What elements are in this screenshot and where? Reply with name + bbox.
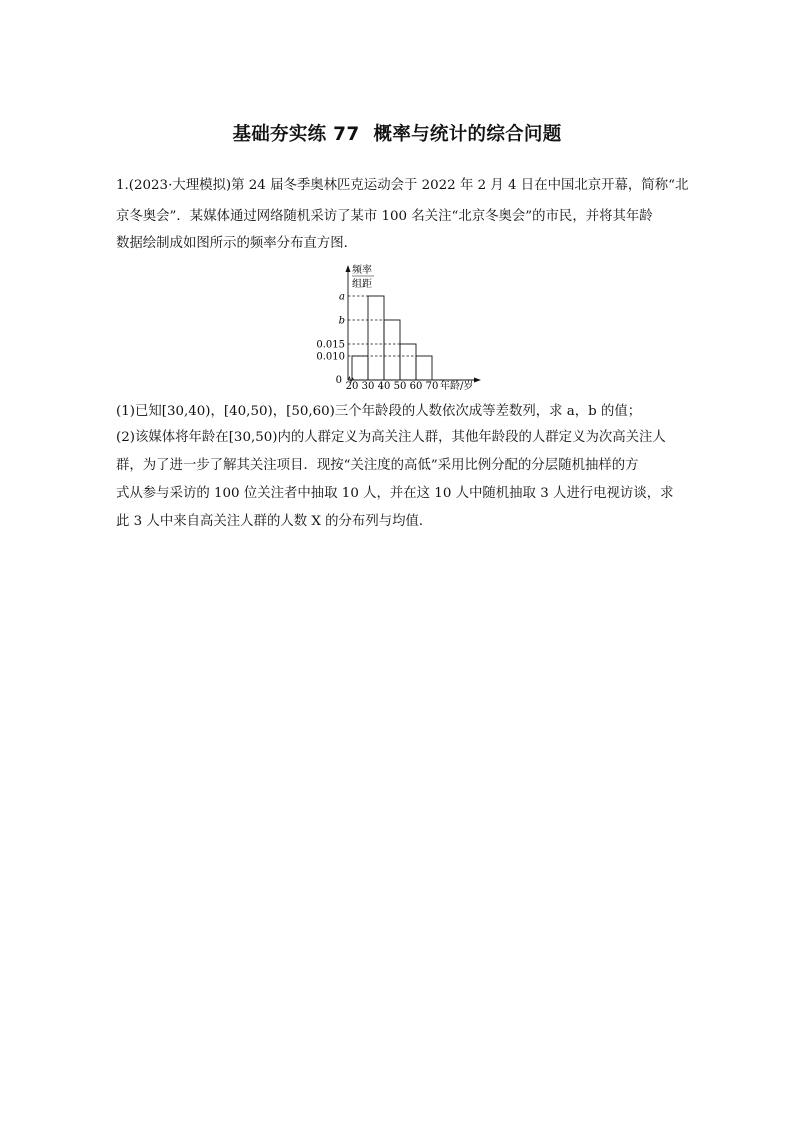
question-2-line-2: 群，为了进一步了解其关注项目．现按“关注度的高低”采用比例分配的分层随机抽样的方 xyxy=(116,458,639,473)
origin-label: 0 xyxy=(335,375,342,386)
page-title xyxy=(0,120,794,146)
histogram-marks xyxy=(316,292,473,393)
y-axis-arrow xyxy=(346,265,351,272)
y-label-bottom: 组距 xyxy=(352,279,372,290)
x-tick-label-60: 60 xyxy=(409,381,423,392)
x-axis-label: 年龄/岁 xyxy=(440,381,474,392)
y-tick-label-2: 0.015 xyxy=(316,339,345,351)
question-2-line-3: 式从参与采访的 100 位关注者中抽取 10 人，并在这 10 人中随机抽取 3 人进行电视访谈，求 xyxy=(116,486,674,501)
question-2-line-1: (2)该媒体将年龄在[30,50)内的人群定义为高关注人群，其他年龄段的人群定义为次高关注人 xyxy=(116,430,666,445)
histogram-bar-30-40 xyxy=(368,296,384,380)
histogram-bar-40-50 xyxy=(384,320,400,380)
y-label-top: 频率 xyxy=(352,265,372,276)
title-right: 概率与统计的综合问题 xyxy=(373,124,562,145)
histogram-bar-60-70 xyxy=(416,356,432,380)
question-1-text: (1)已知[30,40)，[40,50)，[50,60)三个年龄段的人数依次成等差数列，求 a，b 的值； xyxy=(116,404,642,419)
question-2-line-4: 此 3 人中来自高关注人群的人数 X 的分布列与均值． xyxy=(116,514,433,529)
histogram-bar-50-60 xyxy=(400,344,416,380)
x-tick-label-40: 40 xyxy=(377,381,391,392)
title-left: 基础夯实练 77 xyxy=(232,124,360,145)
x-axis-arrow xyxy=(474,378,481,383)
y-tick-label-0: a xyxy=(339,291,345,303)
problem-intro-line-3: 数据绘制成如图所示的频率分布直方图． xyxy=(116,236,358,251)
histogram-svg xyxy=(318,262,488,392)
x-tick-label-30: 30 xyxy=(361,381,375,392)
y-tick-label-3: 0.010 xyxy=(316,351,345,363)
y-tick-label-1: b xyxy=(338,315,345,327)
problem-intro-line-2: 京冬奥会”．某媒体通过网络随机采访了某市 100 名关注“北京冬奥会”的市民，并将其年龄 xyxy=(116,209,653,224)
histogram-bar-20-30 xyxy=(352,356,368,380)
x-tick-label-50: 50 xyxy=(393,381,407,392)
problem-intro-line-1: 1.(2023·大理模拟)第 24 届冬季奥林匹克运动会于 2022 年 2 月 4 日在中国北京开幕，简称“北 xyxy=(116,178,689,193)
x-tick-label-20: 20 xyxy=(345,381,359,392)
x-tick-label-70: 70 xyxy=(425,381,439,392)
question-1 xyxy=(116,402,680,421)
frequency-histogram xyxy=(318,262,488,392)
